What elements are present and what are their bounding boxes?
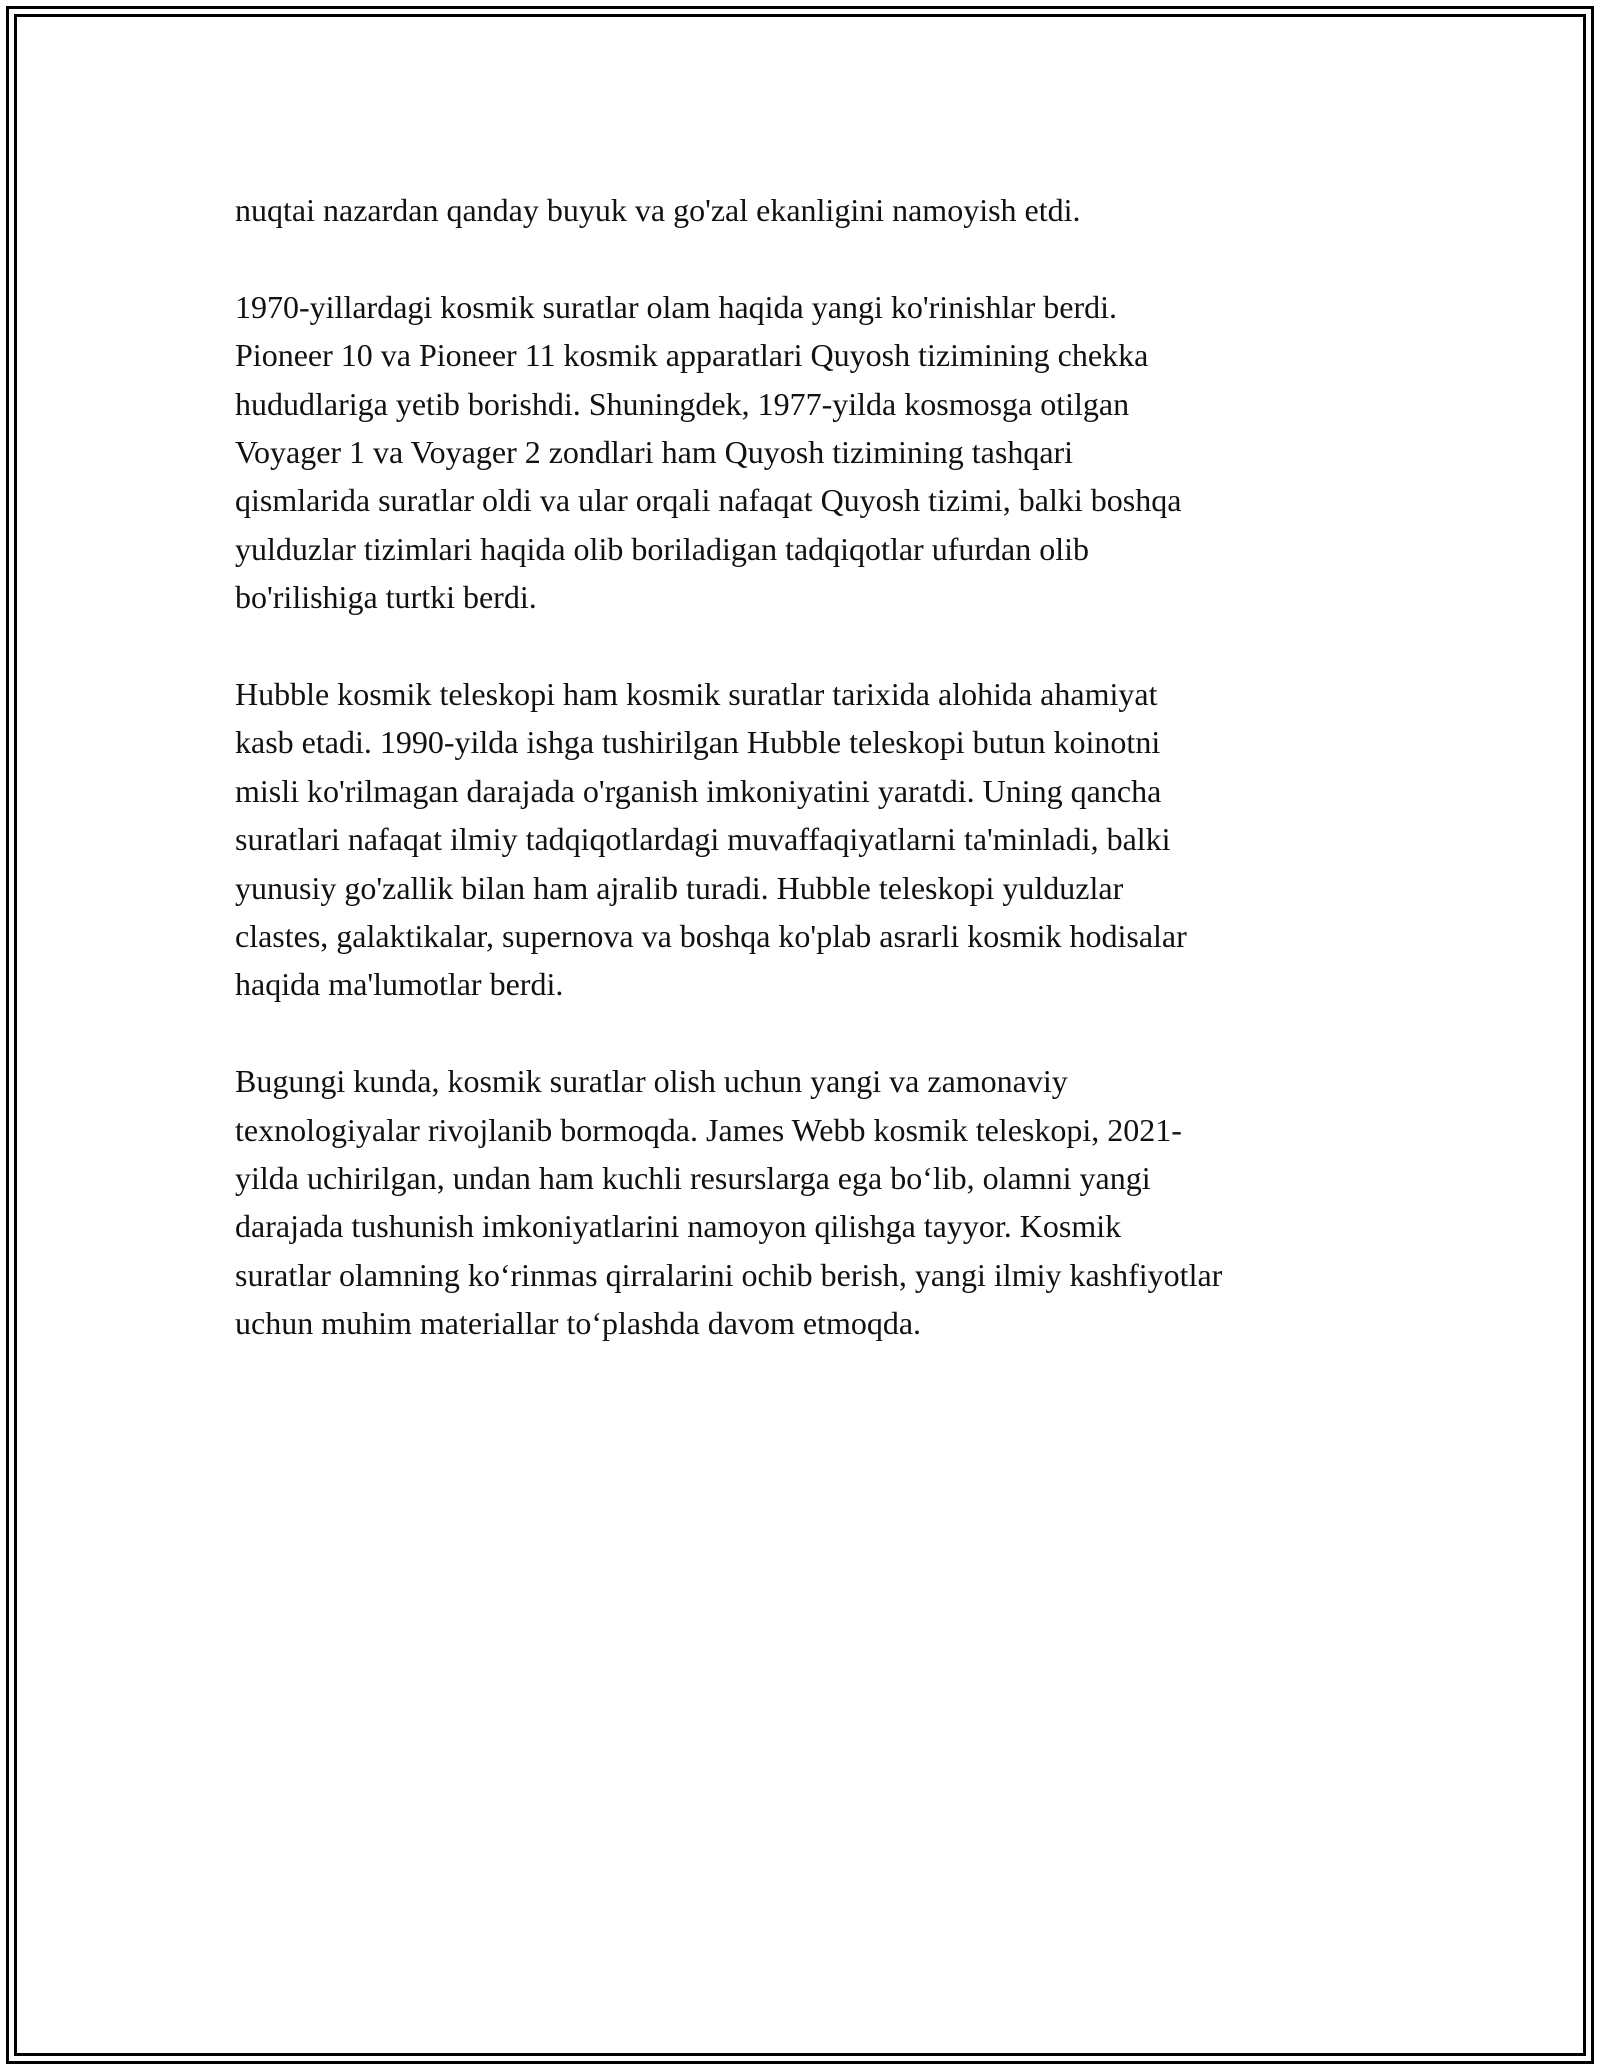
text-line: darajada tushunish imkoniyatlarini namoyon qilishga tayyor. Kosmik	[235, 1208, 1122, 1245]
text-line: Bugungi kunda, kosmik suratlar olish uchun yangi va zamonaviy	[235, 1063, 1068, 1100]
text-line: misli ko'rilmagan darajada o'rganish imkoniyatini yaratdi. Uning qancha	[235, 772, 1162, 809]
text-line: uchun muhim materiallar to‘plashda davom etmoqda.	[235, 1305, 922, 1342]
text-line: Hubble kosmik teleskopi ham kosmik suratlar tarixida alohida ahamiyat	[235, 676, 1158, 713]
text-line: haqida ma'lumotlar berdi.	[235, 966, 564, 1003]
text-line: qismlarida suratlar oldi va ular orqali nafaqat Quyosh tizimi, balki boshqa	[235, 482, 1182, 519]
text-line: yilda uchirilgan, undan ham kuchli resurslarga ega bo‘lib, olamni yangi	[235, 1160, 1151, 1197]
text-line: hududlariga yetib borishdi. Shuningdek, 1977-yilda kosmosga otilgan	[235, 385, 1130, 422]
text-line: 1970-yillardagi kosmik suratlar olam haqida yangi ko'rinishlar berdi.	[235, 288, 1117, 325]
text-line: suratlar olamning ko‘rinmas qirralarini ochib berish, yangi ilmiy kashfiyotlar	[235, 1256, 1223, 1293]
text-line: yulduzlar tizimlari haqida olib boriladigan tadqiqotlar ufurdan olib	[235, 530, 1089, 567]
paragraph-2	[235, 283, 1395, 622]
text-line: yunusiy go'zallik bilan ham ajralib turadi. Hubble teleskopi yulduzlar	[235, 869, 1124, 906]
document-body	[235, 186, 1395, 1396]
text-line: clastes, galaktikalar, supernova va boshqa ko'plab asrarli kosmik hodisalar	[235, 918, 1187, 955]
paragraph-1	[235, 186, 1395, 234]
text-line: bo'rilishiga turtki berdi.	[235, 579, 537, 616]
text-line: nuqtai nazardan qanday buyuk va go'zal ekanligini namoyish etdi.	[235, 192, 1081, 228]
text-line: texnologiyalar rivojlanib bormoqda. James Webb kosmik teleskopi, 2021-	[235, 1111, 1182, 1148]
text-line: suratlari nafaqat ilmiy tadqiqotlardagi muvaffaqiyatlarni ta'minladi, balki	[235, 821, 1171, 858]
text-line: Voyager 1 va Voyager 2 zondlari ham Quyosh tizimining tashqari	[235, 434, 1074, 471]
paragraph-3	[235, 670, 1395, 1009]
text-line: kasb etadi. 1990-yilda ishga tushirilgan Hubble teleskopi butun koinotni	[235, 724, 1161, 761]
text-line: Pioneer 10 va Pioneer 11 kosmik apparatlari Quyosh tizimining chekka	[235, 337, 1149, 374]
paragraph-4	[235, 1057, 1395, 1347]
